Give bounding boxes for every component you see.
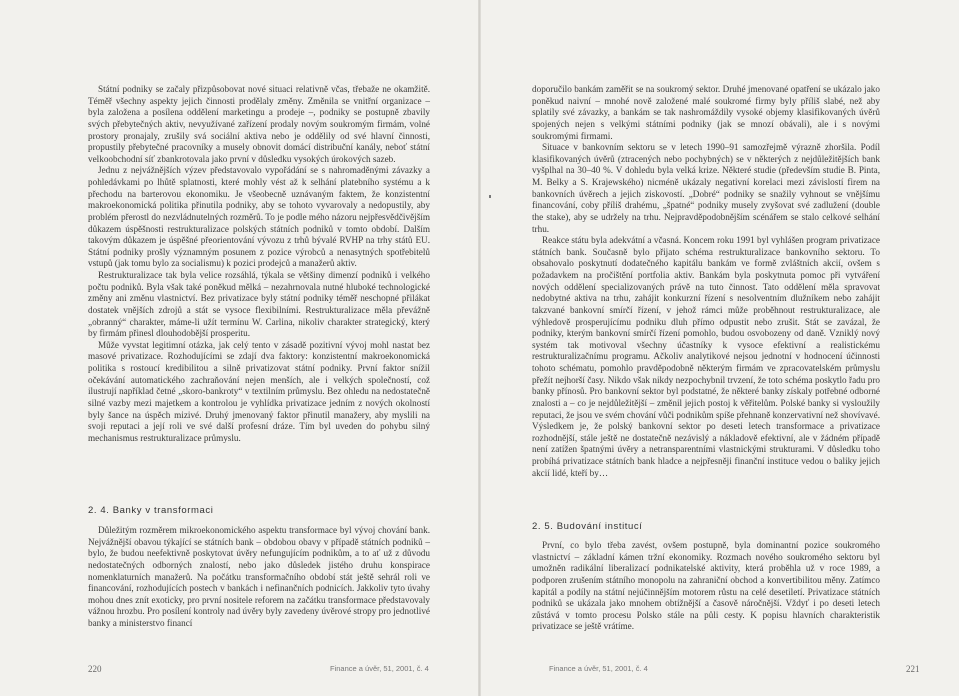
section-heading-banks: 2. 4. Banky v transformaci (88, 505, 214, 516)
page-number: 221 (906, 664, 920, 674)
left-bottom-text (88, 525, 430, 630)
paragraph: Reakce státu byla adekvátní a včasná. Koncem roku 1991 byl vyhlášen program privatizace státních bank. Současně bylo přijato schéma restrukturalizace bankovního sektoru. To obsahovalo poskytnutí dodatečného kapitálu bankám ve formě zvláštních akcií, ovšem s požadavkem na pročištění portfolia aktiv. Bankám byla poskytnuta pomoc při vytváření nových oddělení specializovaných právě na tuto činnost. Tato oddělení měla spravovat nedobytné aktiva na trhu, zahájit konkurzní řízení s nesolventním dlužníkem nebo zahájit takzvané bankovní smírčí řízení, v jehož rámci může proběhnout restrukturalizace, ale výhledově prosperujícímu podniku dluh přímo odpustit nebo zrušit. Stát se zavázal, že podniky, kterým bankovní smírčí řízení pomohlo, budou osvobozeny od daně. Vzniklý nový systém tak motivoval všechny účastníky k vysoce efektivní a realistickému restrukturalizačnímu programu. Ačkoliv analytikové nejsou jednotní v hodnocení účinnosti tohoto schématu, pomohlo pravděpodobně některým firmám ve zpracovatelském průmyslu přežít nejhorší časy. Nikdo však nikdy nezpochybnil trvzení, že toto schéma poskytlo řadu pro banky přínosů. Pro bankovní sektor byl podstatné, že některé banky získaly potřebné odborné znalosti a – co je nejdůležitější – změnil jejich postoj k věřitelům. Polské banky si vysloužily reputaci, že jsou ve svém chování vůči podnikům spíše přehnaně konzervativní než shovívavé. Výsledkem je, že polský bankovní sektor po deseti letech transformace a privatizace rozhodnější, stále ještě ne dostatečně nezávislý a nákladově efektivní, ale v žádném případě není zatížen špatnými úvěry a netransparentními vlastnickými strukturami. V důsledku toho probíhá privatizace státních bank hladce a nejpřesněji finanční instituce vedou o baliky jejich akcií lidé, kteří by… (532, 235, 880, 478)
right-page (481, 0, 959, 696)
section-heading-institutions: 2. 5. Budování institucí (532, 521, 643, 532)
paragraph: Jednu z nejvážnějších výzev představovalo vypořádání se s nahromaděnými závazky a pohledávkami po lhůtě splatnosti, které mohly vést až k selhání platebního systému a k přechodu na barterovou ekonomiku. Je všeobecně uznávaným faktem, že konzistentní makroekonomická politika přinutila podniky, aby se tohoto vyvarovaly a nedopustily, aby problém přerostl do nezvládnutelných rozměrů. To je podle mého názoru nejpřesvědčivějším důkazem úspěšnosti restrukturalizace polských státních podniků v tomto období. Dalším takovým důkazem je úspěšné přeorientování vývozu z trhů bývalé RVHP na trhy států EU. Státní podniky prošly významným posunem z pozice výrobců a nenasytných spotřebitelů vstupů (jak tomu bylo za socialismu) k pozici prodejců a manažerů aktiv. (88, 165, 430, 269)
paragraph: Situace v bankovním sektoru se v letech 1990–91 samozřejmě výrazně zhoršila. Podíl klasifikovaných úvěrů (ztracených nebo pochybných) se v některých z nejdůležitějších bank vyšplhal na 30–40 %. V dohledu byla velká krize. Některé studie (především studie B. Pinta, M. Belky a S. Krajewského) nicméně ukázaly negativní korelaci mezi závislostí firem na bankovních úvěrech a jejich ziskovostí. „Dobré“ podniky se snažily vyhnout se vnějšímu financování, coby příliš drahému, „špatné“ podniky musely zvyšovat své zadlužení (double the stake), aby se udržely na trhu. Nejpravděpodobnějším scénářem se stalo celkové selhání trhu. (532, 142, 880, 234)
left-top-text (88, 84, 430, 444)
page-number: 220 (88, 664, 102, 674)
left-page (0, 0, 478, 696)
paragraph: Může vyvstat legitimní otázka, jak celý tento v zásadě pozitivní vývoj mohl nastat bez masové privatizace. Rozhodujícími se zdají dva faktory: konzistentní makroekonomická politika s rostoucí kredibilitou a silně privatizovat státní podniky. První faktor snížil očekávání automatického zachraňování nejen menších, ale i velkých společností, což ilustrují například četné „skoro-bankroty“ v textilním průmyslu. Bez ohledu na nedostatečně silné vazby mezi majetkem a kontrolou je vyhlídka privatizace jedním z nových okolností byly šance na úspěch mizivé. Druhý jmenovaný faktor přinutil manažery, aby myslili na svoji reputaci a její roli ve své další profesní dráze. Tím byl uveden do pohybu silný mechanismus restrukturalizace průmyslu. (88, 339, 430, 443)
right-top-text (532, 84, 880, 479)
margin-mark (489, 195, 491, 198)
paragraph: Důležitým rozměrem mikroekonomického aspektu transformace byl vývoj chování bank. Nejvážnější obavou týkající se státních bank – obdobou obavy v případě státních podniků – bylo, že budou neefektivně poskytovat úvěry nefungujícím podnikům, a to ať už z důvodu nedostatečných odborných znalostí, nebo jako důsledek jistého druhu konspirace nomenklaturních manažerů. Na počátku transformačního období stát ještě sehrál roli ve financování, rozhodujících postech v bankách i nefinančních podnicích. Jakkoliv tyto úvahy mohou dnes znít exoticky, pro první nositele reforem na začátku transformace představovaly vážnou hrozbu. Pro posílení kontroly nad úvěry byly zavedeny úvěrové stropy pro jednotlivé banky a ministerstvo financí (88, 525, 430, 628)
paragraph: Státní podniky se začaly přizpůsobovat nové situaci relativně včas, třebaže ne okamžitě. Téměř všechny aspekty jejich činnosti prodělaly změny. Změnila se vnitřní organizace – byla založena a posílena oddělení marketingu a prodeje –, podniky se postupně zbavily svých přebytečných aktiv, nevyužívané zařízení prodaly novým soukromým firmám, volné prostory pronajaly, zrušily svá sociální aktiva nebo je oddělily od své hlavní činnosti, propustily přebytečné pracovníky a musely obnovit domácí distribuční kanály, neboť státní velkoobchodní síť zbankrotovala jako první v důsledku vysokých úrokových sazeb. (88, 84, 430, 164)
right-bottom-text (532, 540, 880, 633)
paragraph: Restrukturalizace tak byla velice rozsáhlá, týkala se většiny dimenzí podniků i velkého počtu podniků. Byla však také poněkud mělká – nezahrnovala nutné hluboké technologické změny ani změnu vlastnictví. Bez privatizace byly státní podniky téměř neschopné přilákat dostatek vnějších zdrojů a stát se vysoce flexibilními. Restrukturalizace měla převážně „obranný“ charakter, máme-li užít termínu W. Carlina, nikoliv charakter strategický, který by firmám přinesl dlouhodobější prosperitu. (88, 270, 430, 339)
paragraph: doporučilo bankám zaměřit se na soukromý sektor. Druhé jmenované opatření se ukázalo jako poněkud naivní – mnohé nově založené malé soukromé firmy byly příliš slabé, než aby splatily své závazky, a bankám se tak nashromáždily vysoké objemy klasifikovaných úvěrů spojených nejen s velkými státními podniky (jak se mnozí obávali), ale i s novými soukromými firmami. (532, 84, 880, 141)
running-footer: Finance a úvěr, 51, 2001, č. 4 (330, 664, 429, 673)
paragraph: První, co bylo třeba zavést, ovšem postupně, byla dominantní pozice soukromého vlastnictví – základní kámen tržní ekonomiky. Rozmach nového soukromého sektoru byl umožněn radikální liberalizací podnikatelské aktivity, která proběhla už v roce 1989, a podporen zrušením státního monopolu na zahraniční obchod a konvertibilitou měny. Zatímco kapitál a podíly na státní nejúčinnějším motorem růstu na celé desetiletí. Privatizace státních podniků se ukázala jako mnohem obtížnější a časově náročnější. Vždyť i po deseti letech zůstává v tomto procesu Polsko stále na půli cesty. K popisu hlavních charakteristik privatizace se ještě vrátíme. (532, 540, 880, 632)
running-footer: Finance a úvěr, 51, 2001, č. 4 (549, 664, 648, 673)
